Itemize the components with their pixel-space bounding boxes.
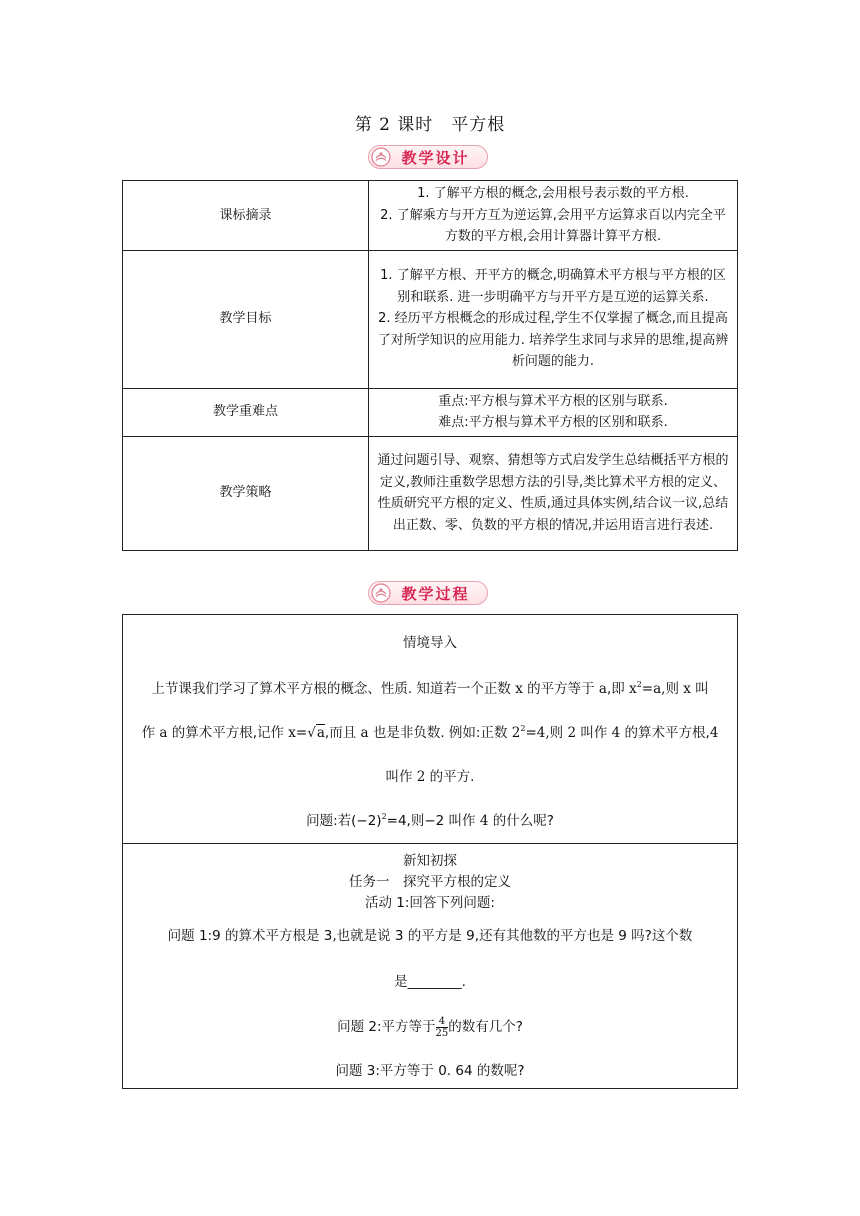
content-line: 1. 了解平方根、开平方的概念,明确算术平方根与平方根的区别和联系. 进一步明确平方与开平方是互逆的运算关系. [380, 268, 726, 305]
content-line: 重点:平方根与算术平方根的区别与联系. [438, 393, 668, 409]
content-line: 难点:平方根与算术平方根的区别和联系. [438, 415, 668, 430]
intro-paragraph-line-3: 叫作 2 的平方. [385, 769, 475, 785]
process-box [122, 614, 738, 1089]
table-row [123, 181, 738, 251]
intro-paragraph-line-2: 作 a 的算术平方根,记作 x=√a,而且 a 也是非负数. 例如:正数 $2^2=4$,则 2 叫作 4 的算术平方根,4 [141, 724, 719, 741]
row-label: 课标摘录 [123, 181, 369, 251]
content-line: 2. 了解乘方与开方互为逆运算,会用平方运算求百以内完全平方数的平方根,会用计算器计算平方根. [380, 207, 726, 244]
badge-emblem-icon [370, 146, 392, 168]
table-row [123, 250, 738, 388]
badge-text: 教学设计 [401, 148, 470, 167]
explore-heading: 新知初探 [403, 853, 457, 869]
activity-title: 活动 1:回答下列问题: [365, 895, 495, 911]
intro-paragraph-line-1: 上节课我们学习了算术平方根的概念、性质. 知道若一个正数 x 的平方等于 a,即 $x^2=a$,则 x 叫 [151, 680, 709, 697]
page-title: 第 2 课时 平方根 [354, 115, 506, 135]
row-label: 教学重难点 [123, 388, 369, 436]
section-badge-design [368, 145, 488, 169]
content-line: 通过问题引导、观察、猜想等方式启发学生总结概括平方根的定义,教师注重数学思想方法的引导,类比算术平方根的定义、性质研究平方根的定义、性质,通过具体实例,结合议一议,总结出正数、零、负数的平方根的情况,并运用语言进行表述. [377, 453, 729, 533]
row-content [369, 388, 738, 436]
question-2: 问题 2:平方等于 $\frac{4}{25}$ 的数有几个? [337, 1015, 523, 1039]
fraction: $\frac{4}{25}$ [435, 1015, 449, 1039]
question-1-line-1: 问题 1:9 的算术平方根是 3,也就是说 3 的平方是 9,还有其他数的平方也是 9 吗?这个数 [167, 928, 693, 944]
table-row [123, 436, 738, 550]
badge-text: 教学过程 [401, 584, 470, 603]
intro-heading: 情境导入 [403, 635, 457, 651]
row-content [369, 181, 738, 251]
table-row [123, 388, 738, 436]
row-label: 教学策略 [123, 436, 369, 550]
intro-section [123, 615, 737, 844]
row-content [369, 436, 738, 550]
row-content [369, 250, 738, 388]
intro-question: 问题:若$(-2)^2=4$,则−2 叫作 4 的什么呢? [306, 812, 554, 829]
question-1-line-2: 是________. [394, 974, 466, 990]
badge-emblem-icon [370, 582, 392, 604]
row-label: 教学目标 [123, 250, 369, 388]
question-3: 问题 3:平方等于 0. 64 的数呢? [335, 1063, 525, 1079]
section-badge-process [368, 581, 488, 605]
content-line: 2. 经历平方根概念的形成过程,学生不仅掌握了概念,而且提高了对所学知识的应用能力. 培养学生求同与求异的思维,提高辨析问题的能力. [377, 311, 729, 370]
content-line: 1. 了解平方根的概念,会用根号表示数的平方根. [417, 186, 689, 201]
task-title: 任务一 探究平方根的定义 [349, 874, 511, 890]
design-table [122, 180, 738, 551]
